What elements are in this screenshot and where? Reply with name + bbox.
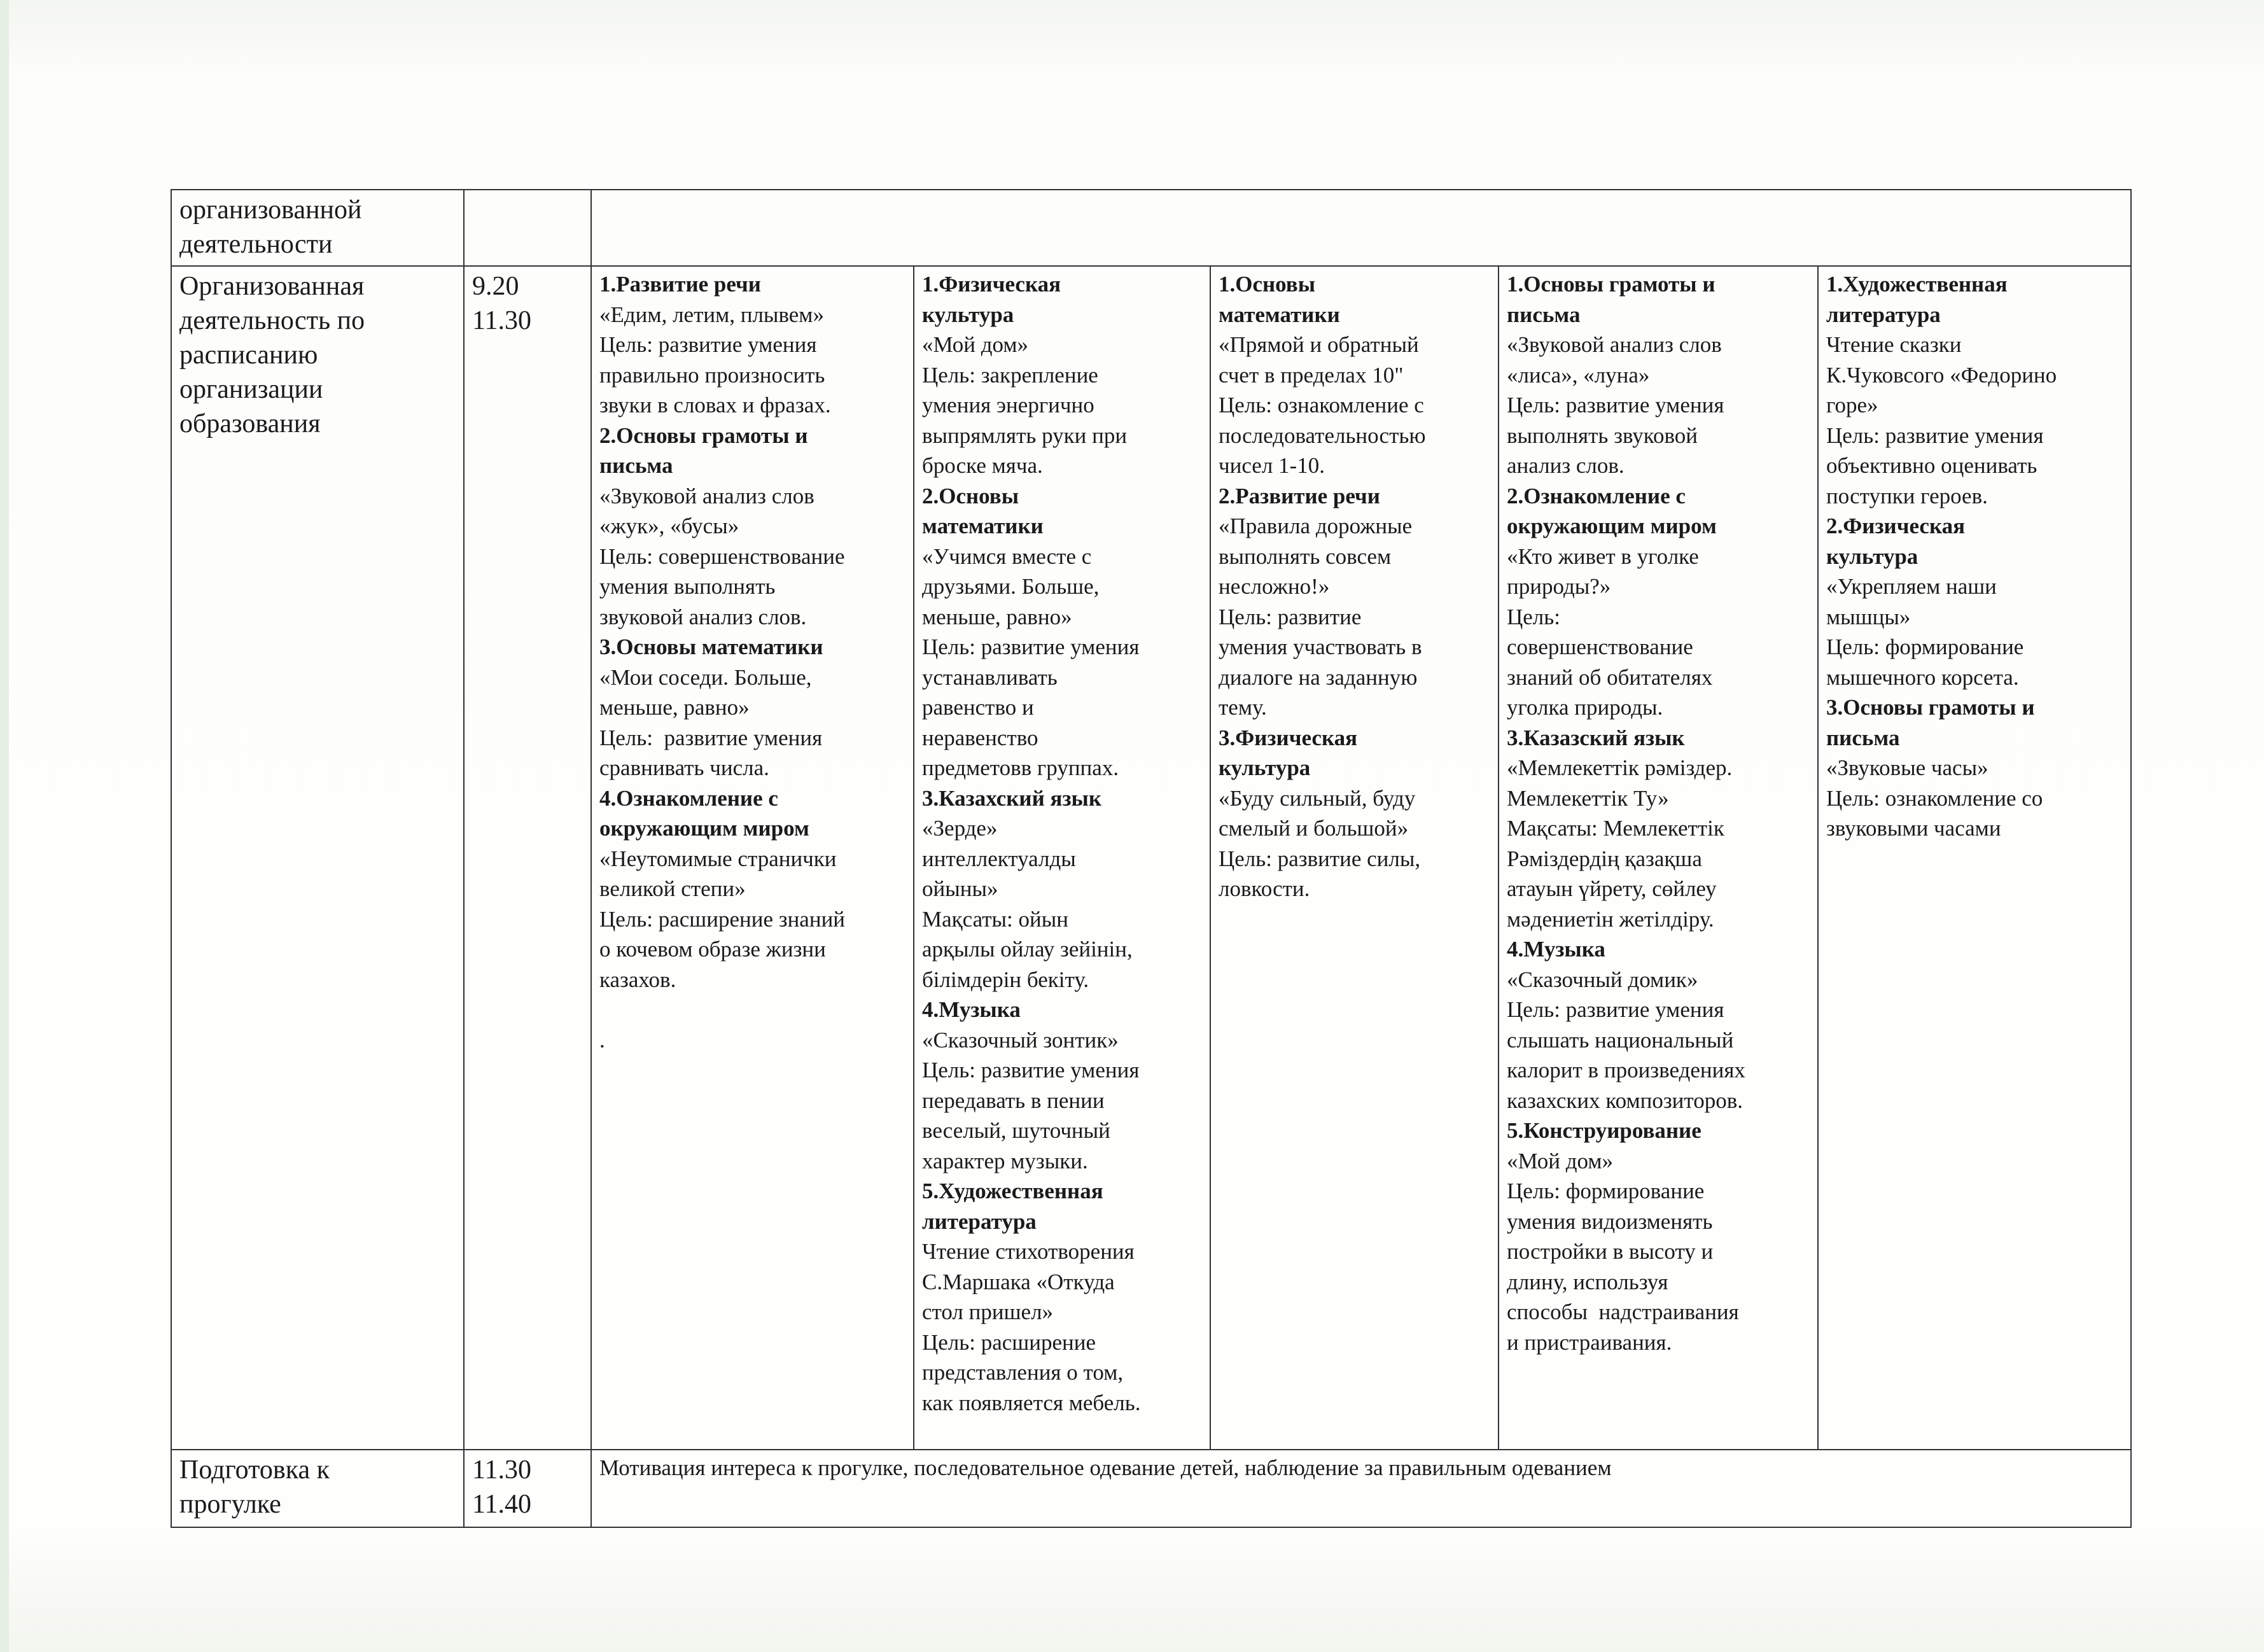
table-row-header xyxy=(171,190,2131,266)
subject-heading: литература xyxy=(1826,302,1941,327)
activity-text-line: меньше, равно» xyxy=(599,695,750,720)
activity-text-line: С.Маршака «Откуда xyxy=(922,1269,1115,1294)
activity-label-cell xyxy=(171,190,464,266)
activity-text-line: друзьями. Больше, xyxy=(922,574,1100,599)
subject-heading: 3.Казазский язык xyxy=(1507,725,1685,750)
activity-text-line: броске мяча. xyxy=(922,453,1043,478)
activity-text-line: «Мой дом» xyxy=(922,332,1029,357)
subject-heading: 1.Развитие речи xyxy=(599,272,761,297)
activity-text-line: умения выполнять xyxy=(599,574,776,599)
activity-text-line: выполнять звуковой xyxy=(1507,423,1698,448)
time-cell xyxy=(464,266,591,1450)
activity-text-line: «Зерде» xyxy=(922,816,998,841)
activity-text-line: знаний об обитателях xyxy=(1507,664,1713,690)
activity-text-line: устанавливать xyxy=(922,664,1058,690)
day-cell-1 xyxy=(591,266,914,1450)
activity-text-line: меньше, равно» xyxy=(922,604,1072,629)
label-line: организованной xyxy=(179,195,362,225)
subject-heading: 4.Музыка xyxy=(922,997,1021,1022)
day-cell-5 xyxy=(1818,266,2131,1450)
activity-text-line: Цель: закрепление xyxy=(922,362,1098,388)
activity-text-line: «Неутомимые странички xyxy=(599,846,837,871)
subject-heading: 2.Развитие речи xyxy=(1219,483,1380,508)
activity-text-line: Мақсаты: Мемлекеттік xyxy=(1507,816,1724,841)
subject-heading: 1.Физическая xyxy=(922,272,1061,297)
activity-text-line: мышцы» xyxy=(1826,604,1911,629)
time-start: 9.20 xyxy=(472,272,519,301)
activity-text-line: Цель: совершенствование xyxy=(599,543,845,569)
activity-text-line: Чтение стихотворения xyxy=(922,1239,1135,1264)
activity-text-line: о кочевом образе жизни xyxy=(599,937,826,962)
activity-text-line: анализ слов. xyxy=(1507,453,1625,478)
activity-text-line: «Мемлекеттік рәміздер. xyxy=(1507,755,1733,780)
label-line: Подготовка к xyxy=(179,1455,330,1485)
subject-heading: 4.Ознакомление с xyxy=(599,785,778,811)
activity-text-line: Цель: развитие умения xyxy=(1507,393,1724,417)
activity-text-line: стол пришел» xyxy=(922,1299,1054,1324)
subject-heading: 3.Казахский язык xyxy=(922,785,1101,811)
label-line: прогулке xyxy=(179,1490,281,1519)
activity-text-line: слышать национальный xyxy=(1507,1027,1734,1053)
activity-text-line: «Сказочный домик» xyxy=(1507,967,1698,992)
activity-text-line: чисел 1-10. xyxy=(1219,453,1325,478)
activity-text-line: «Звуковые часы» xyxy=(1826,755,1988,780)
activity-text-line: способы надстраивания xyxy=(1507,1299,1739,1324)
activity-text-line: Цель: развитие умения xyxy=(599,332,817,357)
subject-heading: письма xyxy=(599,453,673,478)
activity-text-line: Рәміздердің қазақша xyxy=(1507,846,1702,871)
activity-text-line: тему. xyxy=(1219,695,1267,720)
subject-heading: литература xyxy=(922,1208,1037,1234)
activity-text-line: Цель: развитие силы, xyxy=(1219,846,1421,871)
activity-text-line: «Учимся вместе с xyxy=(922,543,1092,569)
activity-text-line: представления о том, xyxy=(922,1360,1124,1385)
day-cell-2 xyxy=(914,266,1210,1450)
activity-text-line: Цель: ознакомление со xyxy=(1826,785,2043,811)
activity-text-line: умения энергично xyxy=(922,393,1094,417)
activity-text-line: «Сказочный зонтик» xyxy=(922,1027,1119,1053)
activity-text-line: горе» xyxy=(1826,393,1878,417)
activity-text-line: «Укрепляем наши xyxy=(1826,574,1997,599)
subject-heading: 5.Конструирование xyxy=(1507,1118,1701,1143)
activity-text-line: умения видоизменять xyxy=(1507,1208,1713,1234)
time-start: 11.30 xyxy=(472,1455,531,1485)
activity-text-line: Мемлекеттік Ту» xyxy=(1507,785,1669,811)
label-line: расписанию xyxy=(179,340,318,370)
schedule-table xyxy=(171,189,2132,1528)
activity-text-line: великой степи» xyxy=(599,876,746,901)
time-end: 11.30 xyxy=(472,306,531,335)
subject-heading: 2.Физическая xyxy=(1826,514,1966,538)
activity-text-line: неравенство xyxy=(922,725,1038,750)
activity-text-line: Мақсаты: ойын xyxy=(922,906,1069,932)
activity-text-line: звуковой анализ слов. xyxy=(599,604,807,629)
time-end: 11.40 xyxy=(472,1490,531,1519)
subject-heading: культура xyxy=(1826,543,1918,569)
subject-heading: 4.Музыка xyxy=(1507,937,1605,962)
activity-text-line: арқылы ойлау зейінін, xyxy=(922,937,1133,962)
activity-text-line: передавать в пении xyxy=(922,1088,1105,1113)
activity-text-line: «Мой дом» xyxy=(1507,1148,1614,1173)
activity-text-line: «Мои соседи. Больше, xyxy=(599,664,812,690)
subject-heading: культура xyxy=(922,302,1014,327)
activity-text-line: последовательностью xyxy=(1219,423,1426,448)
scan-edge xyxy=(0,0,9,1652)
label-line: Организованная xyxy=(179,272,365,301)
label-line: деятельности xyxy=(179,230,333,259)
subject-heading: письма xyxy=(1826,725,1900,750)
activity-text-line: «Буду сильный, буду xyxy=(1219,785,1416,811)
activity-text-line: Цель: развитие умения xyxy=(1507,997,1724,1022)
activity-text-line: интеллектуалды xyxy=(922,846,1076,871)
activity-text-line: Цель: формирование xyxy=(1507,1179,1705,1203)
table-row-walk-preparation xyxy=(171,1450,2131,1527)
activity-text-line: звуки в словах и фразах. xyxy=(599,393,831,417)
day-cell-4 xyxy=(1499,266,1818,1450)
activity-text-line: ловкости. xyxy=(1219,876,1310,901)
label-line: деятельность по xyxy=(179,306,365,335)
activity-text-line: выпрямлять руки при xyxy=(922,423,1128,448)
activity-text-line: объективно оценивать xyxy=(1826,453,2037,478)
activity-text-line: калорит в произведениях xyxy=(1507,1058,1745,1082)
activity-text-line: «Правила дорожные xyxy=(1219,514,1413,538)
activity-text-line: Цель: ознакомление с xyxy=(1219,393,1424,417)
subject-heading: 3.Основы математики xyxy=(599,634,823,659)
subject-heading: окружающим миром xyxy=(1507,514,1717,538)
activity-text-line: «Прямой и обратный xyxy=(1219,332,1419,357)
activity-text-line: характер музыки. xyxy=(922,1148,1088,1173)
activity-text-line: природы?» xyxy=(1507,574,1611,599)
activity-text-line: выполнять совсем xyxy=(1219,543,1392,569)
activity-text-line: Цель: развитие умения xyxy=(922,634,1140,659)
activity-text-line: сравнивать числа. xyxy=(599,755,769,780)
activity-text-line: казахов. xyxy=(599,967,676,992)
activity-text-line: казахских композиторов. xyxy=(1507,1088,1743,1113)
label-line: организации xyxy=(179,375,323,404)
time-cell xyxy=(464,190,591,266)
activity-text-line: «лиса», «луна» xyxy=(1507,362,1650,388)
activity-text-line: «Звуковой анализ слов xyxy=(599,483,814,508)
activity-text-line: мәдениетін жетілдіру. xyxy=(1507,906,1714,932)
empty-cell xyxy=(591,190,2131,266)
activity-text-line: поступки героев. xyxy=(1826,483,1988,508)
activity-text-line: атауын үйрету, сөйлеу xyxy=(1507,876,1717,901)
subject-heading: 1.Основы xyxy=(1219,272,1316,297)
activity-label-cell xyxy=(171,1450,464,1527)
subject-heading: 1.Художественная xyxy=(1826,272,2008,297)
day-cell-3 xyxy=(1210,266,1499,1450)
activity-text-line: Чтение сказки xyxy=(1826,332,1962,357)
activity-text-line: К.Чуковсого «Федорино xyxy=(1826,362,2057,388)
activity-text-line: «жук», «бусы» xyxy=(599,514,739,538)
activity-text-line: как появляется мебель. xyxy=(922,1390,1141,1415)
activity-text-line: и пристраивания. xyxy=(1507,1329,1672,1355)
activity-text-line: совершенствование xyxy=(1507,634,1693,659)
activity-text-line: Цель: развитие умения xyxy=(599,725,823,750)
activity-text-line: білімдерін бекіту. xyxy=(922,967,1089,992)
activity-text-line: постройки в высоту и xyxy=(1507,1239,1714,1264)
subject-heading: 3.Физическая xyxy=(1219,725,1358,750)
activity-text-line: умения участвовать в xyxy=(1219,634,1422,659)
activity-text-line: равенство и xyxy=(922,695,1034,720)
activity-text-line: Цель: расширение xyxy=(922,1329,1096,1355)
activity-text-line: Цель: формирование xyxy=(1826,634,2024,659)
activity-text-line: Цель: развитие xyxy=(1219,604,1362,629)
table-row-organized-activity xyxy=(171,266,2131,1450)
walk-description: Мотивация интереса к прогулке, последовательное одевание детей, наблюдение за правильным одеванием xyxy=(591,1450,2131,1527)
subject-heading: математики xyxy=(922,514,1044,538)
subject-heading: 5.Художественная xyxy=(922,1179,1103,1203)
subject-heading: культура xyxy=(1219,755,1311,780)
activity-text-line: уголка природы. xyxy=(1507,695,1663,720)
activity-text-line: Цель: развитие умения xyxy=(1826,423,2044,448)
subject-heading: 2.Основы xyxy=(922,483,1019,508)
activity-text-line: «Едим, летим, плывем» xyxy=(599,302,824,327)
activity-text-line: счет в пределах 10" xyxy=(1219,362,1404,388)
activity-text-line: ойыны» xyxy=(922,876,998,901)
subject-heading: 1.Основы грамоты и xyxy=(1507,272,1715,297)
activity-text-line: веселый, шуточный xyxy=(922,1118,1110,1143)
subject-heading: письма xyxy=(1507,302,1581,327)
activity-text-line: несложно!» xyxy=(1219,574,1330,599)
activity-text-line: смелый и большой» xyxy=(1219,816,1409,841)
activity-text-line: «Кто живет в уголке xyxy=(1507,543,1699,569)
activity-text-line: диалоге на заданную xyxy=(1219,664,1418,690)
time-cell xyxy=(464,1450,591,1527)
activity-text-line: предметовв группах. xyxy=(922,755,1119,780)
subject-heading: 2.Основы грамоты и xyxy=(599,423,808,448)
activity-text-line: Цель: xyxy=(1507,604,1560,629)
activity-text-line: длину, используя xyxy=(1507,1269,1668,1294)
activity-text-line: . xyxy=(599,1027,605,1053)
activity-text-line: Цель: расширение знаний xyxy=(599,906,846,932)
activity-label-cell xyxy=(171,266,464,1450)
activity-text-line xyxy=(599,995,905,1025)
activity-text-line: «Звуковой анализ слов xyxy=(1507,332,1722,357)
activity-text-line: правильно произносить xyxy=(599,362,825,388)
subject-heading: 2.Ознакомление с xyxy=(1507,483,1686,508)
subject-heading: 3.Основы грамоты и xyxy=(1826,695,2035,720)
subject-heading: математики xyxy=(1219,302,1340,327)
subject-heading: окружающим миром xyxy=(599,816,809,841)
activity-text-line: звуковыми часами xyxy=(1826,816,2001,841)
activity-text-line: Цель: развитие умения xyxy=(922,1058,1140,1082)
activity-text-line: мышечного корсета. xyxy=(1826,664,2019,690)
label-line: образования xyxy=(179,409,321,438)
